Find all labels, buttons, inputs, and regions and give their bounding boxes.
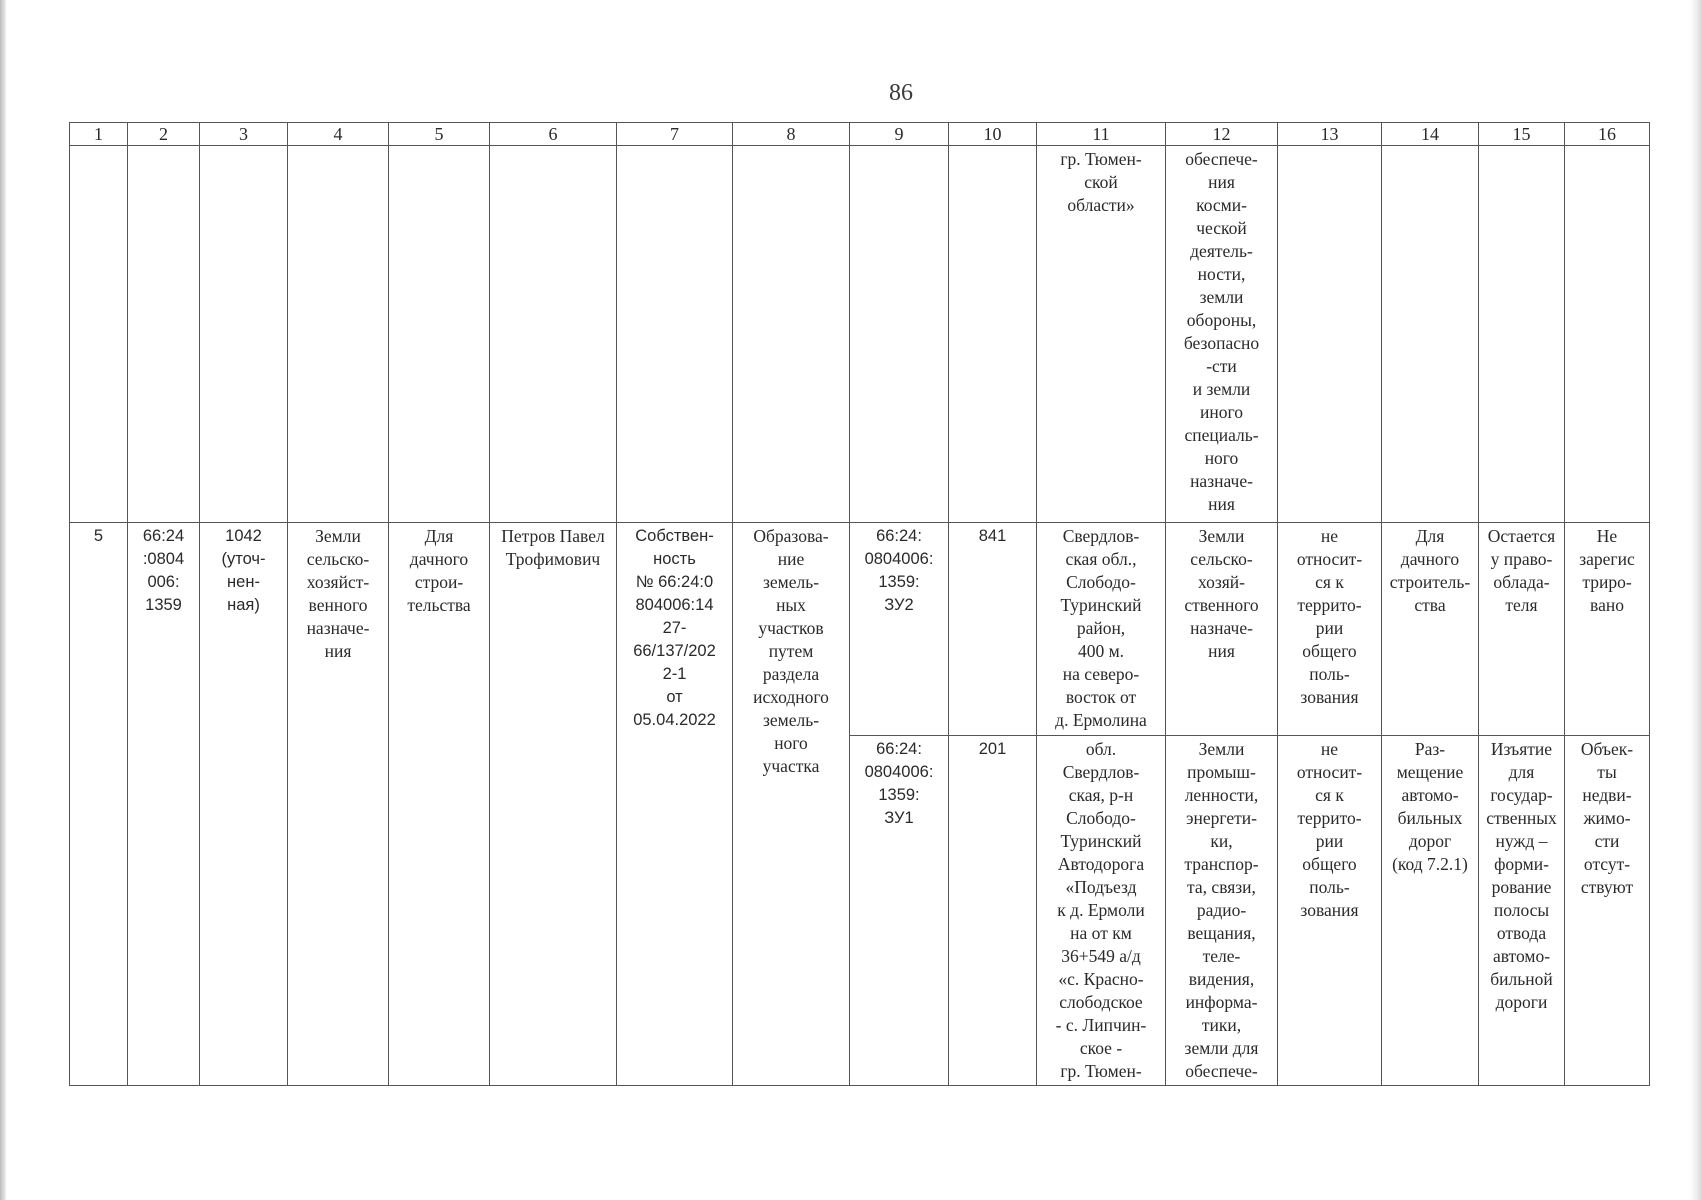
plot-status-cell: Остается у право- облада- теля [1479,523,1565,736]
column-header: 13 [1278,123,1382,146]
new-plot-area-cell: 201 [949,736,1037,1086]
column-header: 10 [949,123,1037,146]
encumbrance-cell: Объек- ты недви- жимо- сти отсут- ствуют [1565,736,1650,1086]
area-cell: 1042 (уточ- нен- ная) [200,523,288,1086]
table-cell [617,146,733,523]
table-cell [200,146,288,523]
public-territory-cell: не относит- ся к террито- рии общего поль- зования [1278,523,1382,736]
table-cell [1565,146,1650,523]
table-cell [733,146,850,523]
column-header: 11 [1037,123,1166,146]
table-cell [389,146,490,523]
page-number: 86 [889,80,913,106]
encumbrance-cell: Не зарегис триро- вано [1565,523,1650,736]
land-category-cell: Земли сельско- хозяйст- венного назначе- ния [288,523,389,1086]
table-cell [1382,146,1479,523]
table-cell [1479,146,1565,523]
column-header: 14 [1382,123,1479,146]
column-header: 1 [70,123,128,146]
new-plot-category-cell: Земли сельско- хозяй- ственного назначе- ния [1166,523,1278,736]
owner-cell: Петров Павел Трофимович [490,523,617,1086]
new-plot-id-cell: 66:24: 0804006: 1359: ЗУ1 [850,736,949,1086]
column-header: 8 [733,123,850,146]
category-continuation-cell: обеспече- ния косми- ческой деятель- ности, земли обороны, безопасно -сти и земли иного специаль- ного назначе- ния [1166,146,1278,523]
new-plot-category-cell: Земли промыш- ленности, энергети- ки, транспор- та, связи, радио- вещания, теле- видения, информа- тики, земли для обеспече- [1166,736,1278,1086]
land-plot-table [69,122,1650,1086]
new-plot-use-cell: Раз- мещение автомо- бильных дорог (код 7.2.1) [1382,736,1479,1086]
table-cell [288,146,389,523]
table-cell [128,146,200,523]
entry-number-cell: 5 [70,523,128,1086]
table-cell [70,146,128,523]
table-row [70,523,1650,736]
new-plot-id-cell: 66:24: 0804006: 1359: ЗУ2 [850,523,949,736]
column-header: 6 [490,123,617,146]
continuation-row [70,146,1650,523]
table-cell [1278,146,1382,523]
table-cell [949,146,1037,523]
column-header: 7 [617,123,733,146]
address-continuation-cell: гр. Тюмен- ской области» [1037,146,1166,523]
new-plot-address-cell: обл. Свердлов- ская, р-н Слободо- Туринский Автодорога «Подъезд к д. Ермоли на от км 36+549 а/д «с. Красно- слободское - с. Липчин- ское - гр. Тюмен- [1037,736,1166,1086]
formation-basis-cell: Образова- ние земель- ных участков путем раздела исходного земель- ного участка [733,523,850,1086]
right-registration-cell: Собствен- ность № 66:24:0 804006:14 27- 66/137/202 2-1 от 05.04.2022 [617,523,733,1086]
table-cell [850,146,949,523]
scan-edge-right [1690,0,1702,1200]
column-header: 2 [128,123,200,146]
new-plot-area-cell: 841 [949,523,1037,736]
cadastral-number-cell: 66:24 :0804 006: 1359 [128,523,200,1086]
permitted-use-cell: Для дачного строи- тельства [389,523,490,1086]
column-header: 12 [1166,123,1278,146]
new-plot-address-cell: Свердлов- ская обл., Слободо- Туринский район, 400 м. на северо- восток от д. Ермолина [1037,523,1166,736]
column-header: 3 [200,123,288,146]
column-header: 5 [389,123,490,146]
column-header: 16 [1565,123,1650,146]
column-header: 9 [850,123,949,146]
scan-edge-left [0,0,7,1200]
column-header: 4 [288,123,389,146]
column-number-row [70,123,1650,146]
table-cell [490,146,617,523]
new-plot-use-cell: Для дачного строитель- ства [1382,523,1479,736]
plot-status-cell: Изъятие для государ- ственных нужд – форми- рование полосы отвода автомо- бильной дороги [1479,736,1565,1086]
public-territory-cell: не относит- ся к террито- рии общего поль- зования [1278,736,1382,1086]
column-header: 15 [1479,123,1565,146]
